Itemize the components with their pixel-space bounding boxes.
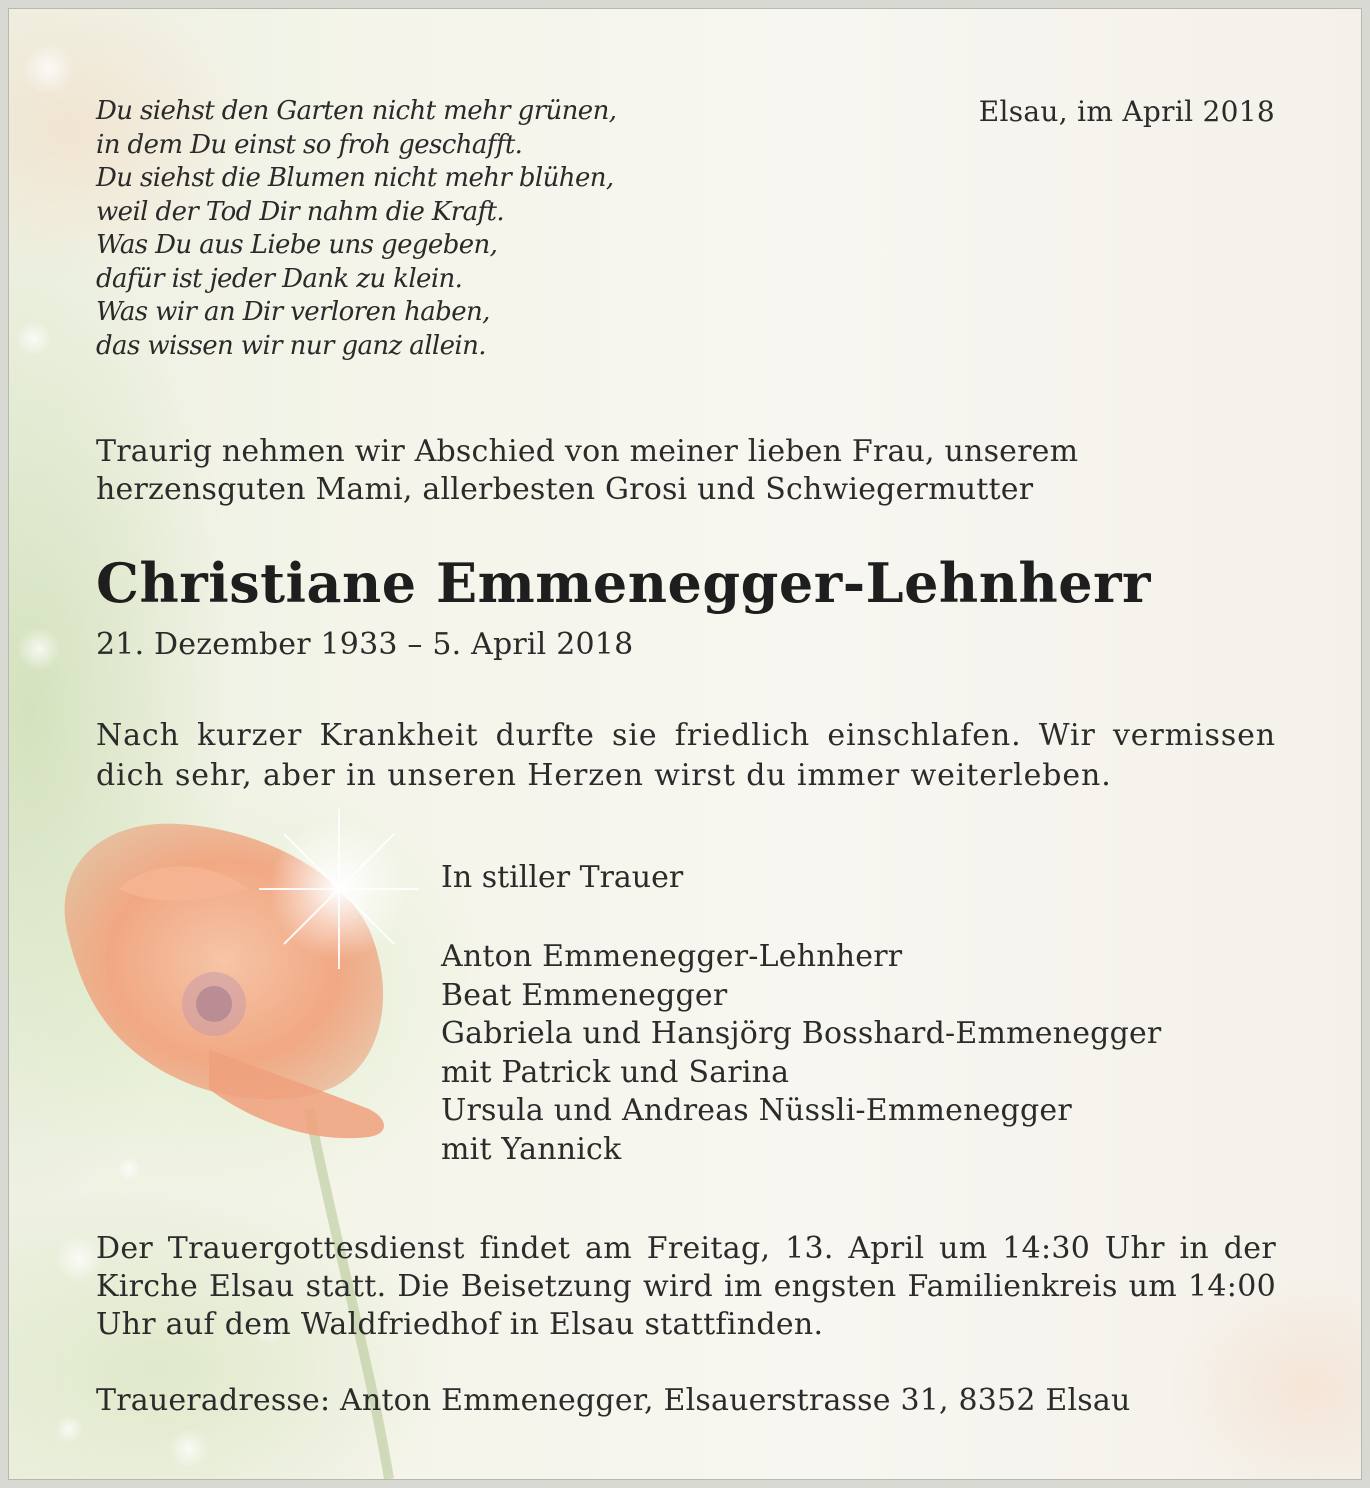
poem-line: dafür ist jeder Dank zu klein. (96, 263, 463, 294)
mourner-name: Anton Emmenegger-Lehnherr (441, 939, 903, 974)
mourning-address: Traueradresse: Anton Emmenegger, Elsauerstrasse 31, 8352 Elsau (96, 1383, 1131, 1418)
mourner-name: mit Patrick und Sarina (441, 1054, 790, 1090)
poem-line: in dem Du einst so froh geschafft. (96, 129, 523, 160)
intro-line: herzensguten Mami, allerbesten Grosi und Schwiegermutter (96, 472, 1034, 507)
mourner-name: mit Yannick (441, 1131, 622, 1167)
mourners-list (441, 938, 1161, 1169)
lifespan-dates: 21. Dezember 1933 – 5. April 2018 (96, 627, 634, 662)
farewell-message: Nach kurzer Krankheit durfte sie friedlich einschlafen. Wir vermissen dich sehr, aber in unseren Herzen wirst du immer weiterleben. (96, 718, 1276, 793)
intro-text (96, 433, 1078, 509)
mourner-name: Gabriela und Hansjörg Bosshard-Emmenegger (441, 1016, 1162, 1051)
mourner-name: Beat Emmenegger (441, 977, 728, 1013)
mourning-heading: In stiller Trauer (441, 860, 684, 895)
intro-line: Traurig nehmen wir Abschied von meiner lieben Frau, unserem (96, 434, 1079, 469)
poem-line: Was wir an Dir verloren haben, (96, 297, 490, 327)
poem-line: weil der Tod Dir nahm die Kraft. (96, 196, 505, 227)
poem-line: Was Du aus Liebe uns gegeben, (96, 230, 498, 260)
poem (96, 95, 616, 363)
service-info: Der Trauergottesdienst findet am Freitag, 13. April um 14:30 Uhr in der Kirche Elsau statt. Die Beisetzung wird im engsten Familienkreis um 14:00 Uhr auf dem Waldfriedhof in Elsau stattfinden. (96, 1231, 1276, 1342)
poem-line: Du siehst die Blumen nicht mehr blühen, (96, 163, 614, 193)
obituary-notice (8, 8, 1362, 1480)
mourner-name: Ursula und Andreas Nüssli-Emmenegger (441, 1093, 1072, 1128)
poem-line: das wissen wir nur ganz allein. (96, 330, 486, 361)
deceased-name: Christiane Emmenegger-Lehnherr (96, 551, 1151, 615)
place-date: Elsau, im April 2018 (978, 95, 1275, 128)
poem-line: Du siehst den Garten nicht mehr grünen, (96, 96, 617, 126)
